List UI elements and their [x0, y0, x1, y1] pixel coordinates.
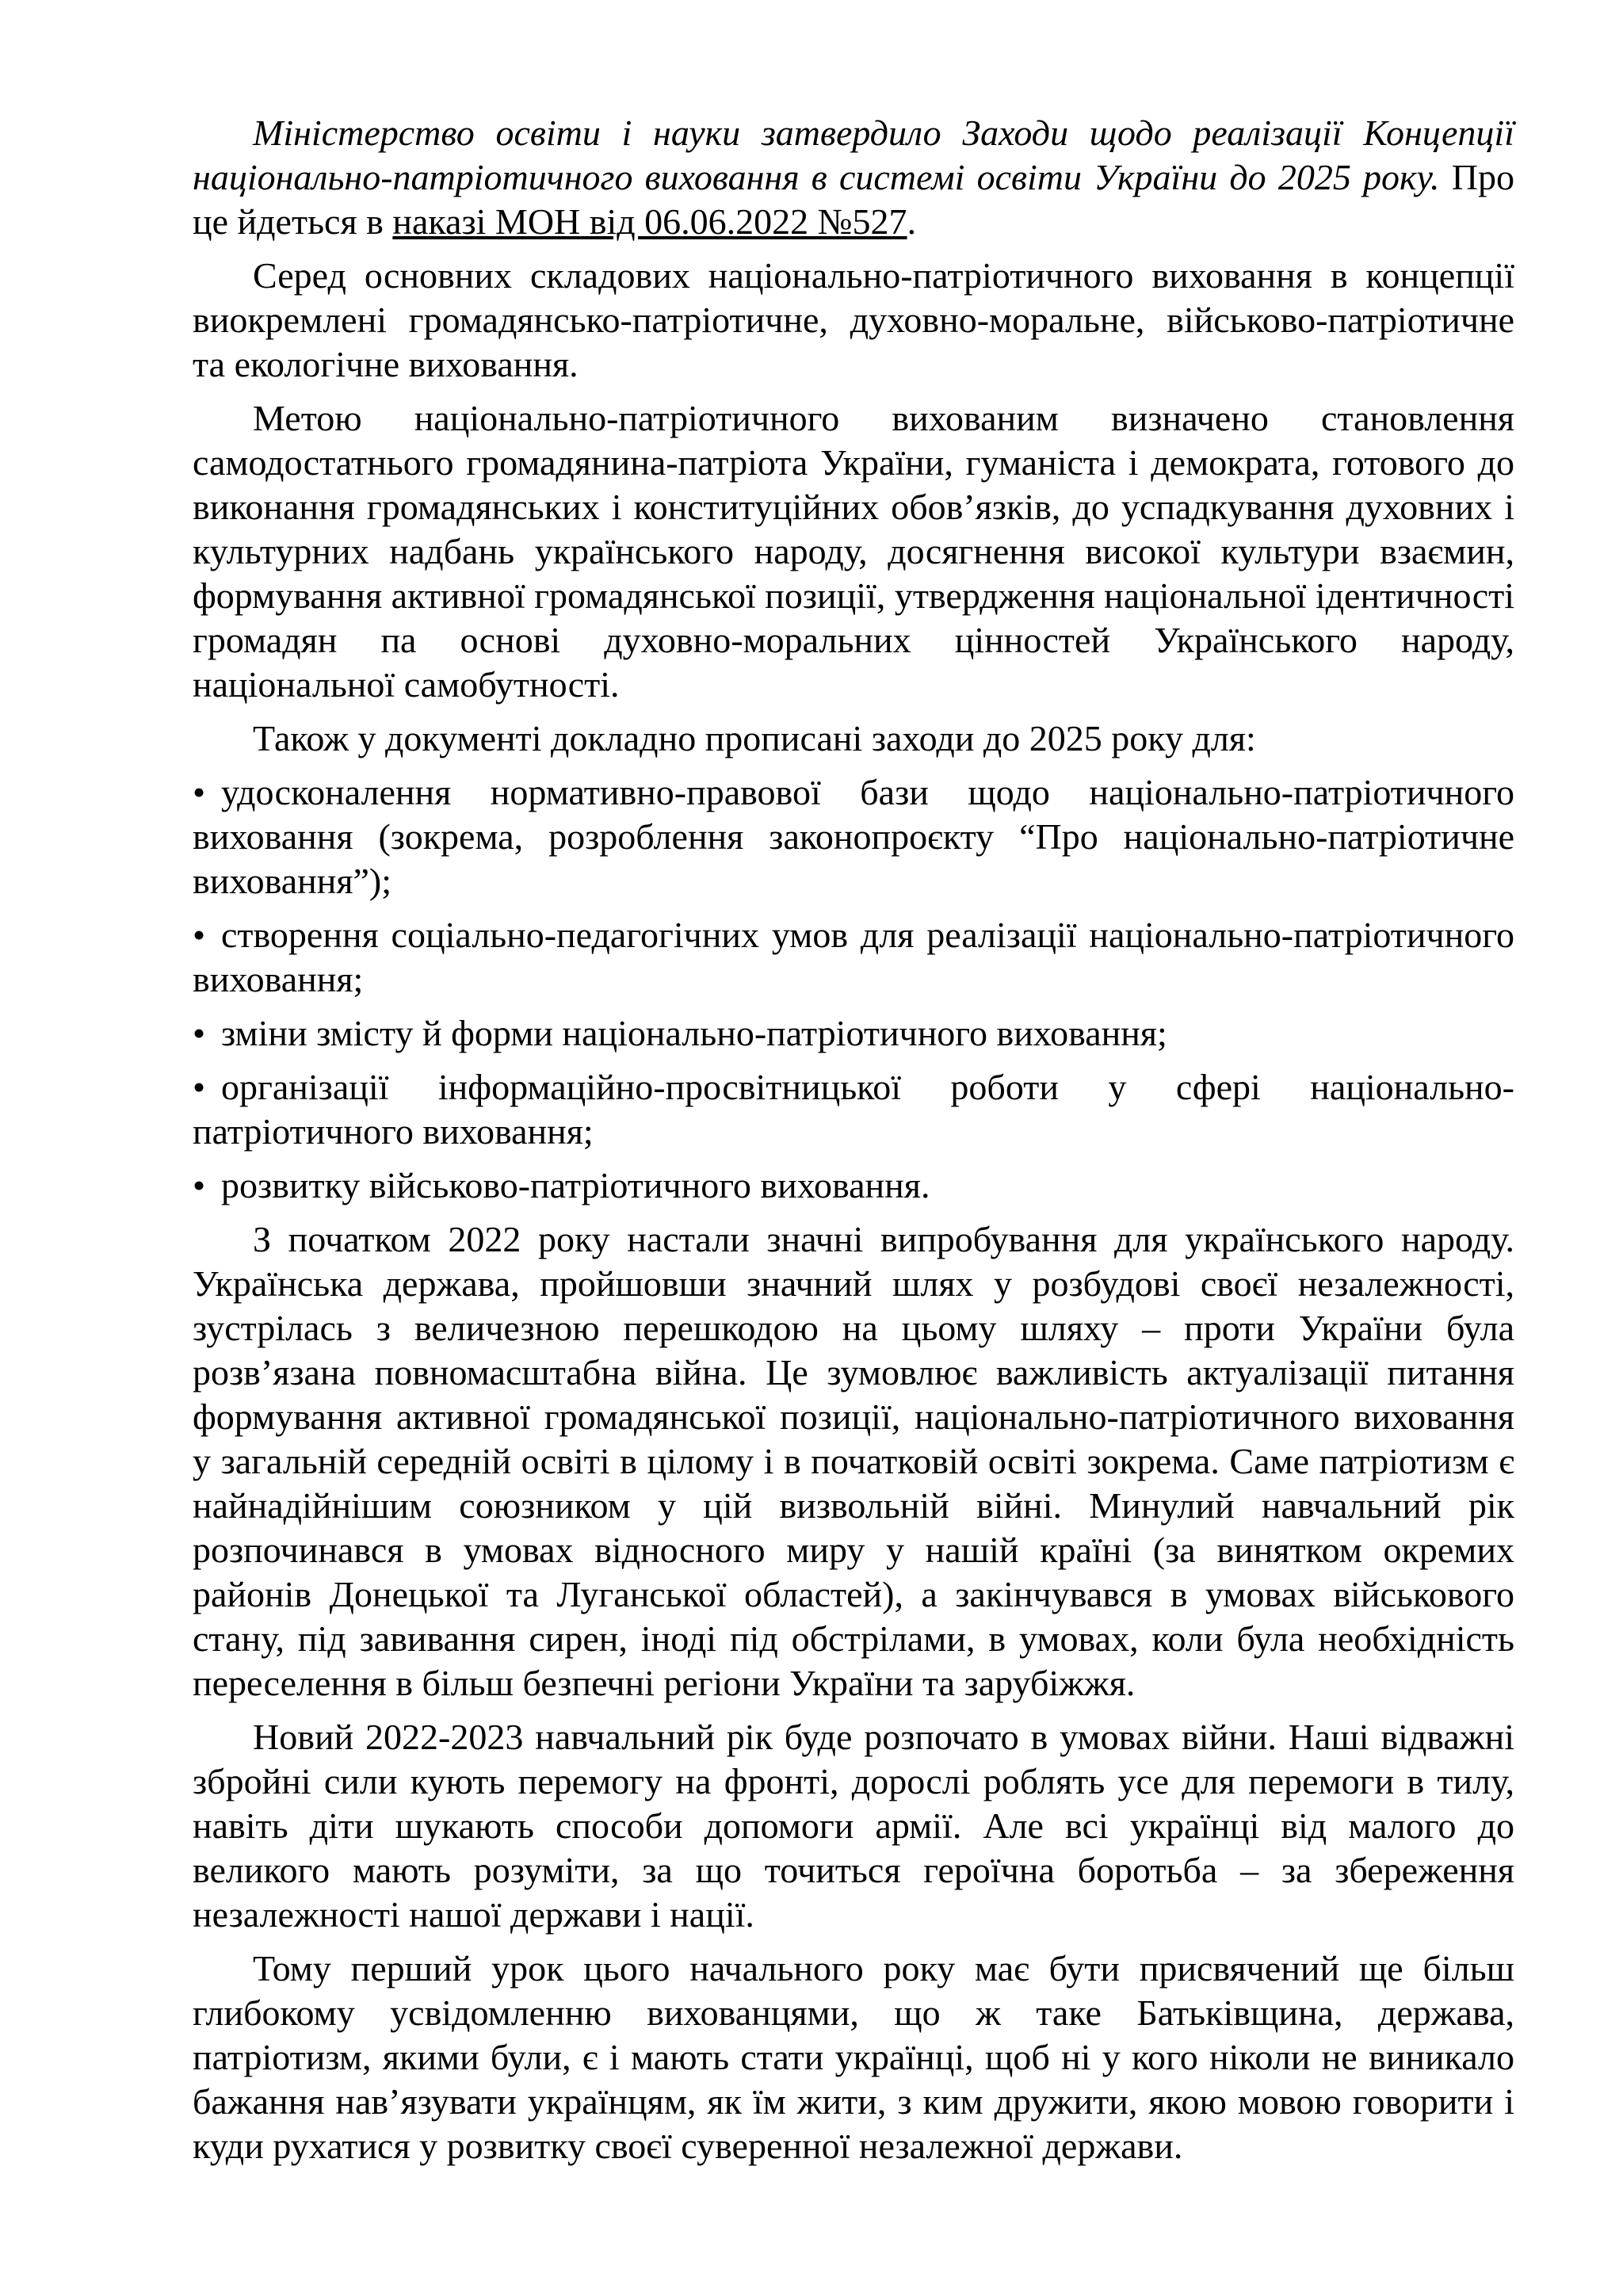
paragraph-measures-intro: Також у документі докладно прописані заходи до 2025 року для:	[253, 718, 1256, 758]
bullet-item	[193, 1065, 1514, 1154]
bullet-item	[193, 1163, 1514, 1208]
intro-paragraph	[193, 111, 1514, 244]
paragraph-components: Серед основних складових національно-патріотичного виховання в концепції виокремлені громадянсько-патріотичне, духовно-моральне, військово-патріотичне та екологічне виховання.	[193, 255, 1514, 384]
bullet-text: організації інформаційно-просвітницької роботи у сфері національно-патріотичного виховання;	[193, 1067, 1514, 1152]
paragraph-first-lesson: Тому перший урок цього начального року має бути присвячений ще більш глибокому усвідомленню вихованцями, що ж таке Батьківщина, держава, патріотизм, якими були, є і мають стати українці, щоб ні у кого ніколи не виникало бажання нав’язувати українцям, як їм жити, з ким дружити, якою мовою говорити і куди рухатися у розвитку своєї суверенної незалежної держави.	[193, 1948, 1514, 2166]
bullet-icon: •	[193, 915, 206, 955]
order-link[interactable]: наказі МОН від 06.06.2022 №527	[392, 201, 907, 242]
paragraph-goal: Метою національно-патріотичного вихованим визначено становлення самодостатнього громадянина-патріота України, гуманіста і демократа, готового до виконання громадянських і конституційних обов’язків, до успадкування духовних і культурних надбань українського народу, досягнення високої культури взаємин, формування активної громадянської позиції, утвердження національної ідентичності громадян па основі духовно-моральних цінностей Українського народу, національної самобутності.	[193, 398, 1514, 705]
bullet-icon: •	[193, 1013, 206, 1053]
document-page	[193, 111, 1514, 2178]
bullet-item	[193, 770, 1514, 904]
intro-suffix-text: .	[907, 201, 917, 242]
intro-prefix-text: Про це йдеться в	[193, 157, 1514, 242]
bullet-text: зміни змісту й форми національно-патріотичного виховання;	[221, 1013, 1167, 1053]
bullet-text: розвитку військово-патріотичного виховання.	[221, 1165, 930, 1205]
paragraph-new-school-year: Новий 2022-2023 навчальний рік буде розпочато в умовах війни. Наші відважні збройні сили кують перемогу на фронті, дорослі роблять усе для перемоги в тилу, навіть діти шукають способи допомоги армії. Але всі українці від малого до великого мають розуміти, за що точиться героїчна боротьба – за збереження незалежності нашої держави і нації.	[193, 1717, 1514, 1935]
bullet-text: удосконалення нормативно-правової бази щодо національно-патріотичного виховання (зокрема, розроблення законопроєкту “Про національно-патріотичне виховання”);	[193, 772, 1514, 901]
bullet-icon: •	[193, 1067, 206, 1107]
bullet-icon: •	[193, 1165, 206, 1205]
bullet-item	[193, 1011, 1514, 1056]
paragraph-war-context: З початком 2022 року настали значні випробування для українського народу. Українська держава, пройшовши значний шлях у розбудові своєї незалежності, зустрілась з величезною перешкодою на цьому шляху – проти України була розв’язана повномасштабна війна. Це зумовлює важливість актуалізації питання формування активної громадянської позиції, національно-патріотичного виховання у загальній середній освіті в цілому і в початковій освіті зокрема. Саме патріотизм є найнадійнішим союзником у цій визвольній війні. Минулий навчальний рік розпочинався в умовах відносного миру у нашій країні (за винятком окремих районів Донецької та Луганської областей), а закінчувався в умовах військового стану, під завивання сирен, іноді під обстрілами, в умовах, коли була необхідність переселення в більш безпечні регіони України та зарубіжжя.	[193, 1219, 1514, 1703]
bullet-icon: •	[193, 772, 206, 812]
bullet-text: створення соціально-педагогічних умов для реалізації національно-патріотичного виховання;	[193, 915, 1514, 999]
intro-italic-text: Міністерство освіти і науки затвердило Заходи щодо реалізації Концепції національно-патріотичного виховання в системі освіти України до 2025 року.	[193, 113, 1514, 197]
bullet-item	[193, 913, 1514, 1002]
